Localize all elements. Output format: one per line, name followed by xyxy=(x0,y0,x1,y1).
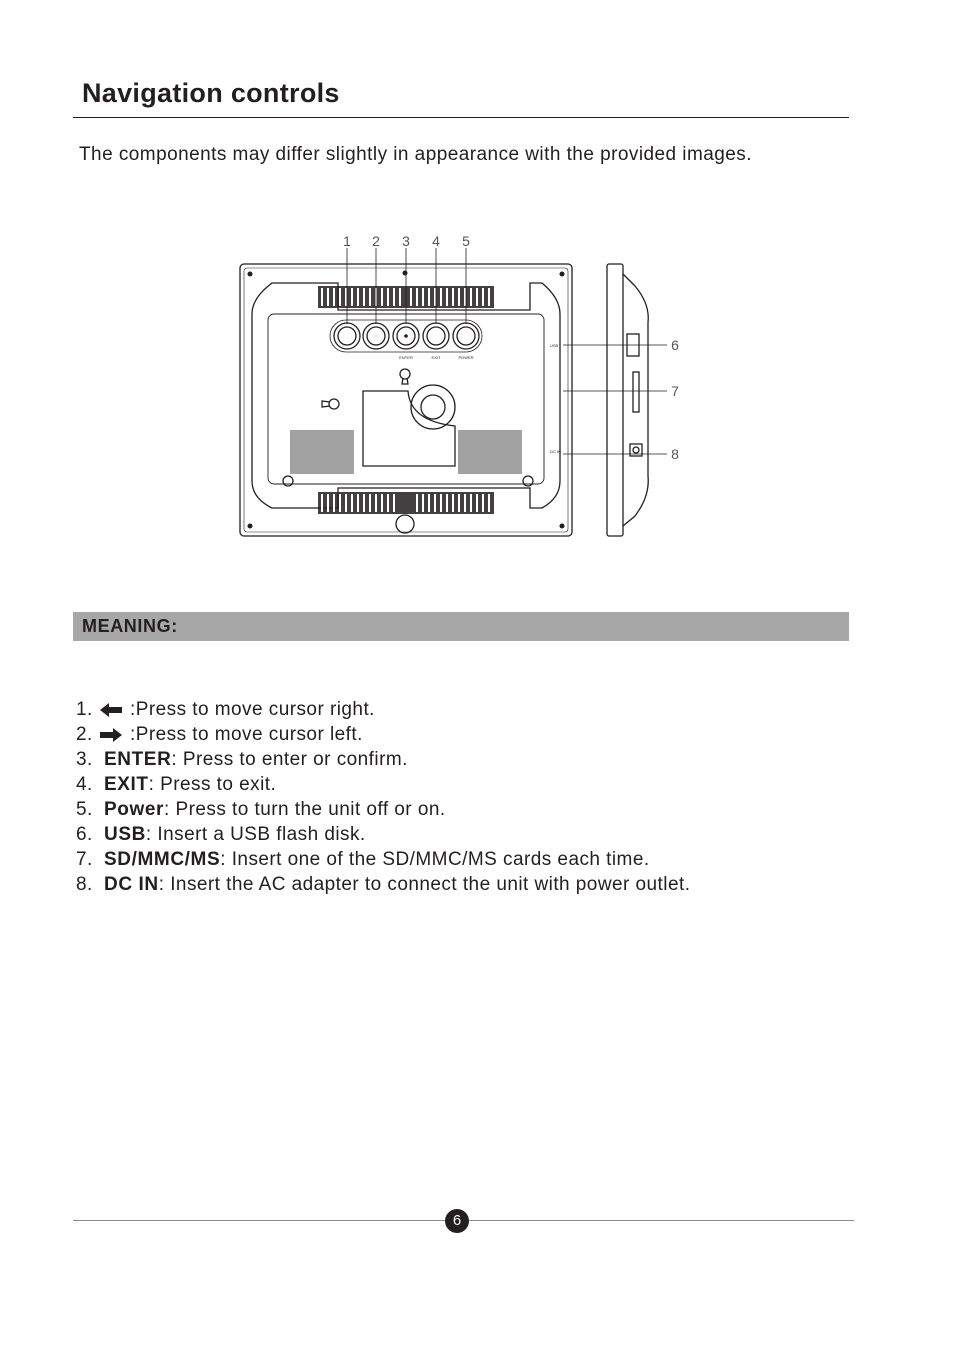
page-title: Navigation controls xyxy=(82,78,340,108)
intro-text: The components may differ slightly in appearance with the provided images. xyxy=(79,144,752,165)
callout-4: 4 xyxy=(432,233,440,249)
footer-divider-left xyxy=(73,1220,445,1221)
device-diagram xyxy=(230,226,700,546)
list-item: 7. SD/MMC/MS : Insert one of the SD/MMC/MS cards each time. xyxy=(76,848,650,870)
button-label-power: POWER xyxy=(458,355,474,360)
list-item: 5. Power : Press to turn the unit off or on. xyxy=(76,798,446,820)
page-number: 6 xyxy=(445,1209,469,1233)
meaning-label: MEANING: xyxy=(82,616,178,636)
list-item: 3. ENTER : Press to enter or confirm. xyxy=(76,748,408,770)
button-label-exit: EXIT xyxy=(431,355,441,360)
control-list xyxy=(76,697,690,897)
meaning-section-bar xyxy=(73,612,849,641)
callout-8: 8 xyxy=(671,446,679,462)
arrow-right-icon xyxy=(100,728,122,742)
footer-divider-right xyxy=(469,1220,854,1221)
button-label-enter: ENTER xyxy=(399,355,413,360)
list-item: 8. DC IN : Insert the AC adapter to connect the unit with power outlet. xyxy=(76,873,691,895)
callout-3: 3 xyxy=(402,233,410,249)
callout-7: 7 xyxy=(671,383,679,399)
callout-6: 6 xyxy=(671,337,679,353)
list-item: 4. EXIT : Press to exit. xyxy=(76,773,277,795)
title-divider xyxy=(73,117,849,118)
callout-1: 1 xyxy=(343,233,351,249)
list-item: 6. USB : Insert a USB flash disk. xyxy=(76,823,366,845)
list-item: 2. :Press to move cursor left. xyxy=(76,723,363,745)
port-label-usb: USB xyxy=(550,343,559,348)
callout-2: 2 xyxy=(372,233,380,249)
port-label-dcin: DC IN xyxy=(550,449,561,454)
arrow-left-icon xyxy=(100,703,122,717)
list-item: 1. :Press to move cursor right. xyxy=(76,698,375,720)
callout-5: 5 xyxy=(462,233,470,249)
